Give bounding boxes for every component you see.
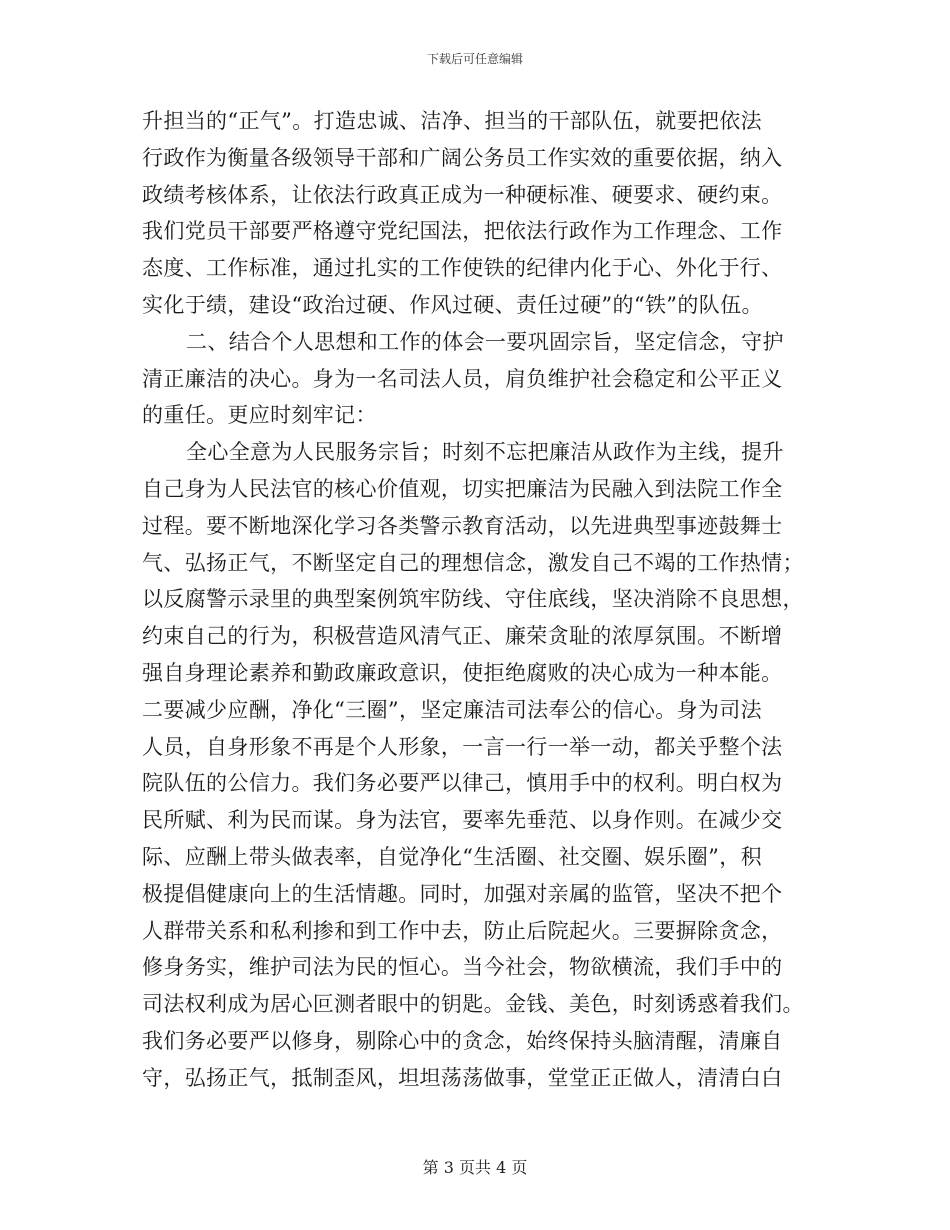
text-line: 态度、工作标准，通过扎实的工作使铁的纪律内化于心、外化于行、 xyxy=(142,256,783,281)
text-line: 院队伍的公信力。我们务必要严以律己，慎用手中的权利。明白权为 xyxy=(142,771,783,796)
text-line: 民所赋、利为民而谋。身为法官，要率先垂范、以身作则。在减少交 xyxy=(142,808,783,833)
text-line: 极提倡健康向上的生活情趣。同时，加强对亲属的监管，坚决不把个 xyxy=(142,881,783,906)
page-number: 第 3 页共 4 页 xyxy=(422,1158,528,1177)
text-line: 清正廉洁的决心。身为一名司法人员，肩负维护社会稳定和公平正义 xyxy=(142,366,783,391)
text-line: 修身务实，维护司法为民的恒心。当今社会，物欲横流，我们手中的 xyxy=(142,955,783,980)
text-line: 人员，自身形象不再是个人形象，一言一行一举一动，都关乎整个法 xyxy=(142,734,783,759)
text-line: 际、应酬上带头做表率，自觉净化“生活圈、社交圈、娱乐圈”，积 xyxy=(142,844,762,869)
paragraph-start-line: 全心全意为人民服务宗旨；时刻不忘把廉洁从政作为主线，提升 xyxy=(186,440,784,465)
text-line: 过程。要不断地深化学习各类警示教育活动，以先进典型事迹鼓舞士 xyxy=(142,513,783,538)
paragraph-start-line: 二、结合个人思想和工作的体会一要巩固宗旨，坚定信念，守护 xyxy=(186,329,784,354)
text-line: 政绩考核体系，让依法行政真正成为一种硬标准、硬要求、硬约束。 xyxy=(142,182,783,207)
text-line: 约束自己的行为，积极营造风清气正、廉荣贪耻的浓厚氛围。不断增 xyxy=(142,624,783,649)
text-line: 守，弘扬正气，抵制歪风，坦坦荡荡做事，堂堂正正做人，清清白白 xyxy=(142,1065,783,1090)
text-line: 升担当的“正气”。打造忠诚、洁净、担当的干部队伍，就要把依法 xyxy=(142,109,762,133)
text-line: 行政作为衡量各级领导干部和广阔公务员工作实效的重要依据，纳入 xyxy=(142,145,783,170)
text-line: 司法权利成为居心叵测者眼中的钥匙。金钱、美色，时刻诱惑着我们。 xyxy=(142,992,804,1017)
text-line: 人群带关系和私利掺和到工作中去，防止后院起火。三要摒除贪念， xyxy=(142,918,783,943)
body-text xyxy=(142,103,832,1097)
text-line: 气、弘扬正气，不断坚定自己的理想信念，激发自己不竭的工作热情； xyxy=(142,550,804,575)
text-line: 自己身为人民法官的核心价值观，切实把廉洁为民融入到法院工作全 xyxy=(142,476,783,501)
text-line: 我们党员干部要严格遵守党纪国法，把依法行政作为工作理念、工作 xyxy=(142,219,783,244)
text-line: 我们务必要严以修身，剔除心中的贪念，始终保持头脑清醒，清廉自 xyxy=(142,1028,783,1053)
text-line: 二要减少应酬，净化“三圈”，坚定廉洁司法奉公的信心。身为司法 xyxy=(142,697,762,722)
text-line: 强自身理论素养和勤政廉政意识，使拒绝腐败的决心成为一种本能。 xyxy=(142,660,783,685)
text-line: 实化于绩，建设“政治过硬、作风过硬、责任过硬”的“铁”的队伍。 xyxy=(142,292,763,317)
text-line: 的重任。更应时刻牢记： xyxy=(142,403,377,428)
page-header: 下载后可任意编辑 xyxy=(426,52,523,66)
text-line: 以反腐警示录里的典型案例筑牢防线、守住底线，坚决消除不良思想， xyxy=(142,587,804,612)
